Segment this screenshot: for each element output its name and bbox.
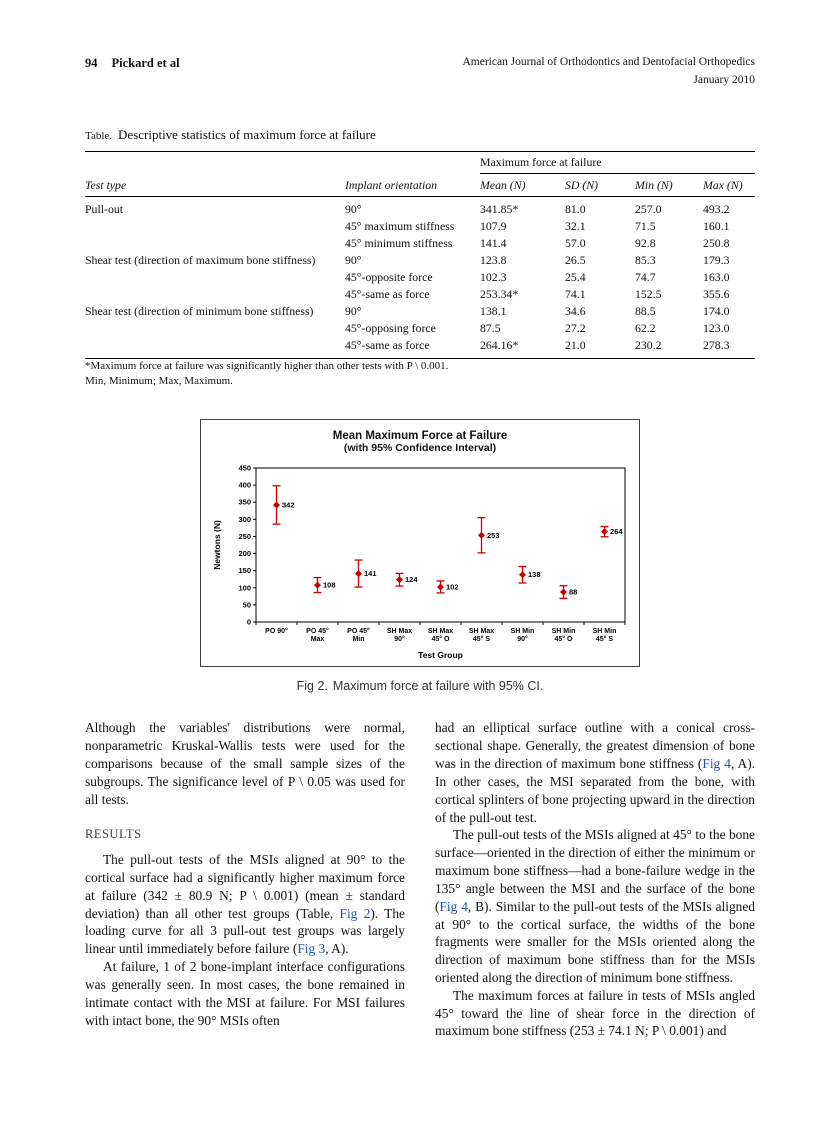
svg-text:SH Max90°: SH Max 90° xyxy=(386,628,413,644)
cell-test_type xyxy=(85,286,345,303)
svg-text:0: 0 xyxy=(246,617,251,627)
cell-sd: 32.1 xyxy=(565,218,586,233)
cell-sd: 74.1 xyxy=(565,286,586,301)
cell-mean: 87.5 xyxy=(480,320,501,335)
svg-text:SH Max45° O: SH Max 45° O xyxy=(427,628,454,644)
cell-min: 257.0 xyxy=(635,201,662,216)
column-header-max: Max (N) xyxy=(703,173,755,196)
results-heading: RESULTS xyxy=(85,826,142,841)
table-group-header: Maximum force at failure xyxy=(480,151,755,173)
svg-text:PO 45°Max: PO 45° Max xyxy=(306,628,329,644)
cell-max: 278.3 xyxy=(703,337,730,352)
cell-mean: 102.3 xyxy=(480,269,507,284)
right-column xyxy=(435,719,755,1040)
svg-text:50: 50 xyxy=(242,600,251,610)
figure-reference-link[interactable]: Fig 2 xyxy=(339,905,371,921)
chart-title-block xyxy=(210,430,630,454)
text-segment: The pull-out tests of the MSIs aligned at 45° to the bone surface—oriented in the direction of either the minimum or maximum bone stiffness—had a bone-failure wedge in the 135° angle between the MSI and the surface of the bone ( xyxy=(435,827,755,914)
svg-text:SH Min45° O: SH Min 45° O xyxy=(551,628,576,644)
table-row xyxy=(85,235,755,252)
table-row xyxy=(85,286,755,303)
table-row xyxy=(85,269,755,286)
cell-test_type: Shear test (direction of maximum bone stiffness) xyxy=(85,252,316,267)
svg-text:108: 108 xyxy=(323,580,336,590)
cell-test_type xyxy=(85,269,345,286)
cell-min: 230.2 xyxy=(635,337,662,352)
running-head-right xyxy=(462,54,755,90)
cell-orientation: 90° xyxy=(345,252,362,267)
cell-orientation: 90° xyxy=(345,303,362,318)
running-authors: Pickard et al xyxy=(111,56,180,70)
cell-max: 174.0 xyxy=(703,303,730,318)
stats-table-body xyxy=(85,196,755,358)
cell-orientation: 45° minimum stiffness xyxy=(345,235,453,250)
svg-text:88: 88 xyxy=(569,587,578,597)
figure-caption-text: Maximum force at failure with 95% CI. xyxy=(332,679,544,694)
table-row xyxy=(85,252,755,269)
cell-max: 250.8 xyxy=(703,235,730,250)
svg-text:350: 350 xyxy=(238,498,251,508)
cell-test_type xyxy=(85,218,345,235)
table-row xyxy=(85,196,755,218)
svg-text:250: 250 xyxy=(238,532,251,542)
cell-sd: 27.2 xyxy=(565,320,586,335)
cell-orientation: 45° maximum stiffness xyxy=(345,218,455,233)
table-section xyxy=(85,126,755,390)
table-footnote-abbreviations: Min, Minimum; Max, Maximum. xyxy=(85,375,233,388)
svg-text:PO 90°: PO 90° xyxy=(265,628,288,636)
stats-table xyxy=(85,151,755,359)
chart-subtitle: (with 95% Confidence Interval) xyxy=(343,442,497,455)
figure-caption xyxy=(85,679,755,693)
cell-test_type xyxy=(85,337,345,359)
text-segment: , B). Similar to the pull-out tests of the MSIs aligned at 90° to the cortical surface, the widths of the bone fragments were smaller for the MSIs oriented along the direction of maximum bone stiffness than for the MSIs oriented along the direction of minimum bone stiffness. xyxy=(435,898,755,985)
cell-sd: 57.0 xyxy=(565,235,586,250)
figure-plot xyxy=(210,460,630,662)
cell-test_type xyxy=(85,235,345,252)
figure-caption-label: Fig 2. xyxy=(296,679,328,694)
cell-mean: 123.8 xyxy=(480,252,507,267)
svg-text:Test Group: Test Group xyxy=(418,650,463,661)
paragraph-bone-outline xyxy=(435,719,755,826)
cell-test_type: Pull-out xyxy=(85,201,124,216)
svg-text:138: 138 xyxy=(528,570,541,580)
svg-text:450: 450 xyxy=(238,463,251,473)
text-segment: , A). xyxy=(325,941,349,957)
svg-text:253: 253 xyxy=(487,531,500,541)
cell-mean: 264.16* xyxy=(480,337,519,352)
cell-sd: 25.4 xyxy=(565,269,586,284)
cell-max: 160.1 xyxy=(703,218,730,233)
table-footnote-significance: *Maximum force at failure was significantly higher than other tests with P \ 0.001. xyxy=(85,359,449,372)
cell-orientation: 45°-same as force xyxy=(345,337,430,352)
cell-min: 85.3 xyxy=(635,252,656,267)
column-header-implant-orientation: Implant orientation xyxy=(345,173,480,196)
svg-text:Newtons (N): Newtons (N) xyxy=(212,520,222,571)
cell-sd: 34.6 xyxy=(565,303,586,318)
paragraph-45-degree-tests xyxy=(435,826,755,986)
svg-text:300: 300 xyxy=(238,515,251,525)
table-row xyxy=(85,320,755,337)
table-row xyxy=(85,218,755,235)
cell-mean: 253.34* xyxy=(480,286,519,301)
cell-min: 152.5 xyxy=(635,286,662,301)
column-header-mean: Mean (N) xyxy=(480,173,565,196)
cell-min: 88.5 xyxy=(635,303,656,318)
figure-reference-link[interactable]: Fig 3 xyxy=(297,941,326,957)
cell-orientation: 45°-same as force xyxy=(345,286,430,301)
svg-text:141: 141 xyxy=(364,569,377,579)
column-header-test-type: Test type xyxy=(85,173,345,196)
cell-mean: 138.1 xyxy=(480,303,507,318)
text-segment: Although the variables' distributions were normal, nonparametric Kruskal-Wallis tests were used for the comparisons because of the small sample sizes of the subgroups. The significance level of P \ 0.05 was used for all tests. xyxy=(85,720,405,807)
table-caption xyxy=(85,126,755,144)
chart-title: Mean Maximum Force at Failure xyxy=(332,430,508,443)
svg-text:342: 342 xyxy=(282,500,295,510)
table-caption-title: Descriptive statistics of maximum force at failure xyxy=(118,126,376,142)
cell-max: 123.0 xyxy=(703,320,730,335)
issue-date: January 2010 xyxy=(693,73,755,86)
svg-text:200: 200 xyxy=(238,549,251,559)
cell-test_type: Shear test (direction of minimum bone stiffness) xyxy=(85,303,314,318)
figure-2 xyxy=(85,419,755,693)
text-segment: , A). In other cases, the MSI separated from the bone, with cortical splinters of bone projecting upward in the direction of the pull-out test. xyxy=(435,756,756,825)
journal-name: American Journal of Orthodontics and Dentofacial Orthopedics xyxy=(462,56,755,68)
left-column xyxy=(85,719,405,1040)
cell-sd: 26.5 xyxy=(565,252,586,267)
svg-text:100: 100 xyxy=(238,583,251,593)
figure-chart-box xyxy=(200,419,640,667)
figure-reference-link[interactable]: Fig 4 xyxy=(702,756,731,772)
table-spanner-blank xyxy=(85,151,480,173)
svg-text:SH Max45° S: SH Max 45° S xyxy=(468,628,495,644)
column-header-min: Min (N) xyxy=(635,173,703,196)
column-header-sd: SD (N) xyxy=(565,173,635,196)
svg-text:150: 150 xyxy=(238,566,251,576)
cell-max: 179.3 xyxy=(703,252,730,267)
cell-mean: 141.4 xyxy=(480,235,507,250)
svg-text:PO 45°Min: PO 45° Min xyxy=(347,628,370,644)
cell-min: 74.7 xyxy=(635,269,656,284)
svg-text:124: 124 xyxy=(405,575,418,585)
svg-text:SH Min90°: SH Min 90° xyxy=(510,628,535,644)
text-segment: ). The loading curve for all 3 pull-out test groups was largely linear until immediately before failure ( xyxy=(85,905,405,957)
cell-max: 493.2 xyxy=(703,201,730,216)
text-segment: had an elliptical surface outline with a conical cross-sectional shape. Generally, the greatest dimension of bone was in the direction of maximum bone stiffness ( xyxy=(435,720,755,772)
paragraph-statistics xyxy=(85,719,405,808)
cell-max: 163.0 xyxy=(703,269,730,284)
cell-max: 355.6 xyxy=(703,286,730,301)
cell-sd: 81.0 xyxy=(565,201,586,216)
text-segment: At failure, 1 of 2 bone-implant interface configurations was generally seen. In most cases, the bone remained in intimate contact with the MSI at failure. For MSI failures with intact bone, the 90° MSIs often xyxy=(85,959,405,1028)
table-row xyxy=(85,337,755,359)
table-caption-label: Table. xyxy=(85,129,113,142)
svg-text:102: 102 xyxy=(446,582,459,592)
page-number: 94 xyxy=(85,56,98,70)
cell-orientation: 90° xyxy=(345,201,362,216)
paragraph-pullout-results xyxy=(85,851,405,958)
figure-reference-link[interactable]: Fig 4 xyxy=(439,898,468,914)
paragraph-shear-forces xyxy=(435,987,755,1040)
paragraph-failure-configurations xyxy=(85,958,405,1029)
cell-test_type xyxy=(85,320,345,337)
svg-text:264: 264 xyxy=(610,527,623,537)
cell-sd: 21.0 xyxy=(565,337,586,352)
svg-text:SH Min45° S: SH Min 45° S xyxy=(592,628,617,644)
cell-mean: 107.9 xyxy=(480,218,507,233)
cell-min: 62.2 xyxy=(635,320,656,335)
text-segment: The maximum forces at failure in tests of MSIs angled 45° toward the line of shear force in the direction of maximum bone stiffness (253 ± 74.1 N; P \ 0.001) and xyxy=(435,987,755,1039)
svg-text:400: 400 xyxy=(238,481,251,491)
page-header xyxy=(85,54,755,90)
cell-orientation: 45°-opposing force xyxy=(345,320,436,335)
cell-min: 92.8 xyxy=(635,235,656,250)
cell-orientation: 45°-opposite force xyxy=(345,269,433,284)
article-body xyxy=(85,719,755,1040)
running-head-left xyxy=(85,54,180,71)
cell-mean: 341.85* xyxy=(480,201,519,216)
cell-min: 71.5 xyxy=(635,218,656,233)
text-segment: The pull-out tests of the MSIs aligned at 90° to the cortical surface had a significantly higher maximum force at failure (342 ± 80.9 N; P \ 0.001) (mean ± standard deviation) than all other test groups (Table, xyxy=(85,852,405,921)
table-row xyxy=(85,303,755,320)
